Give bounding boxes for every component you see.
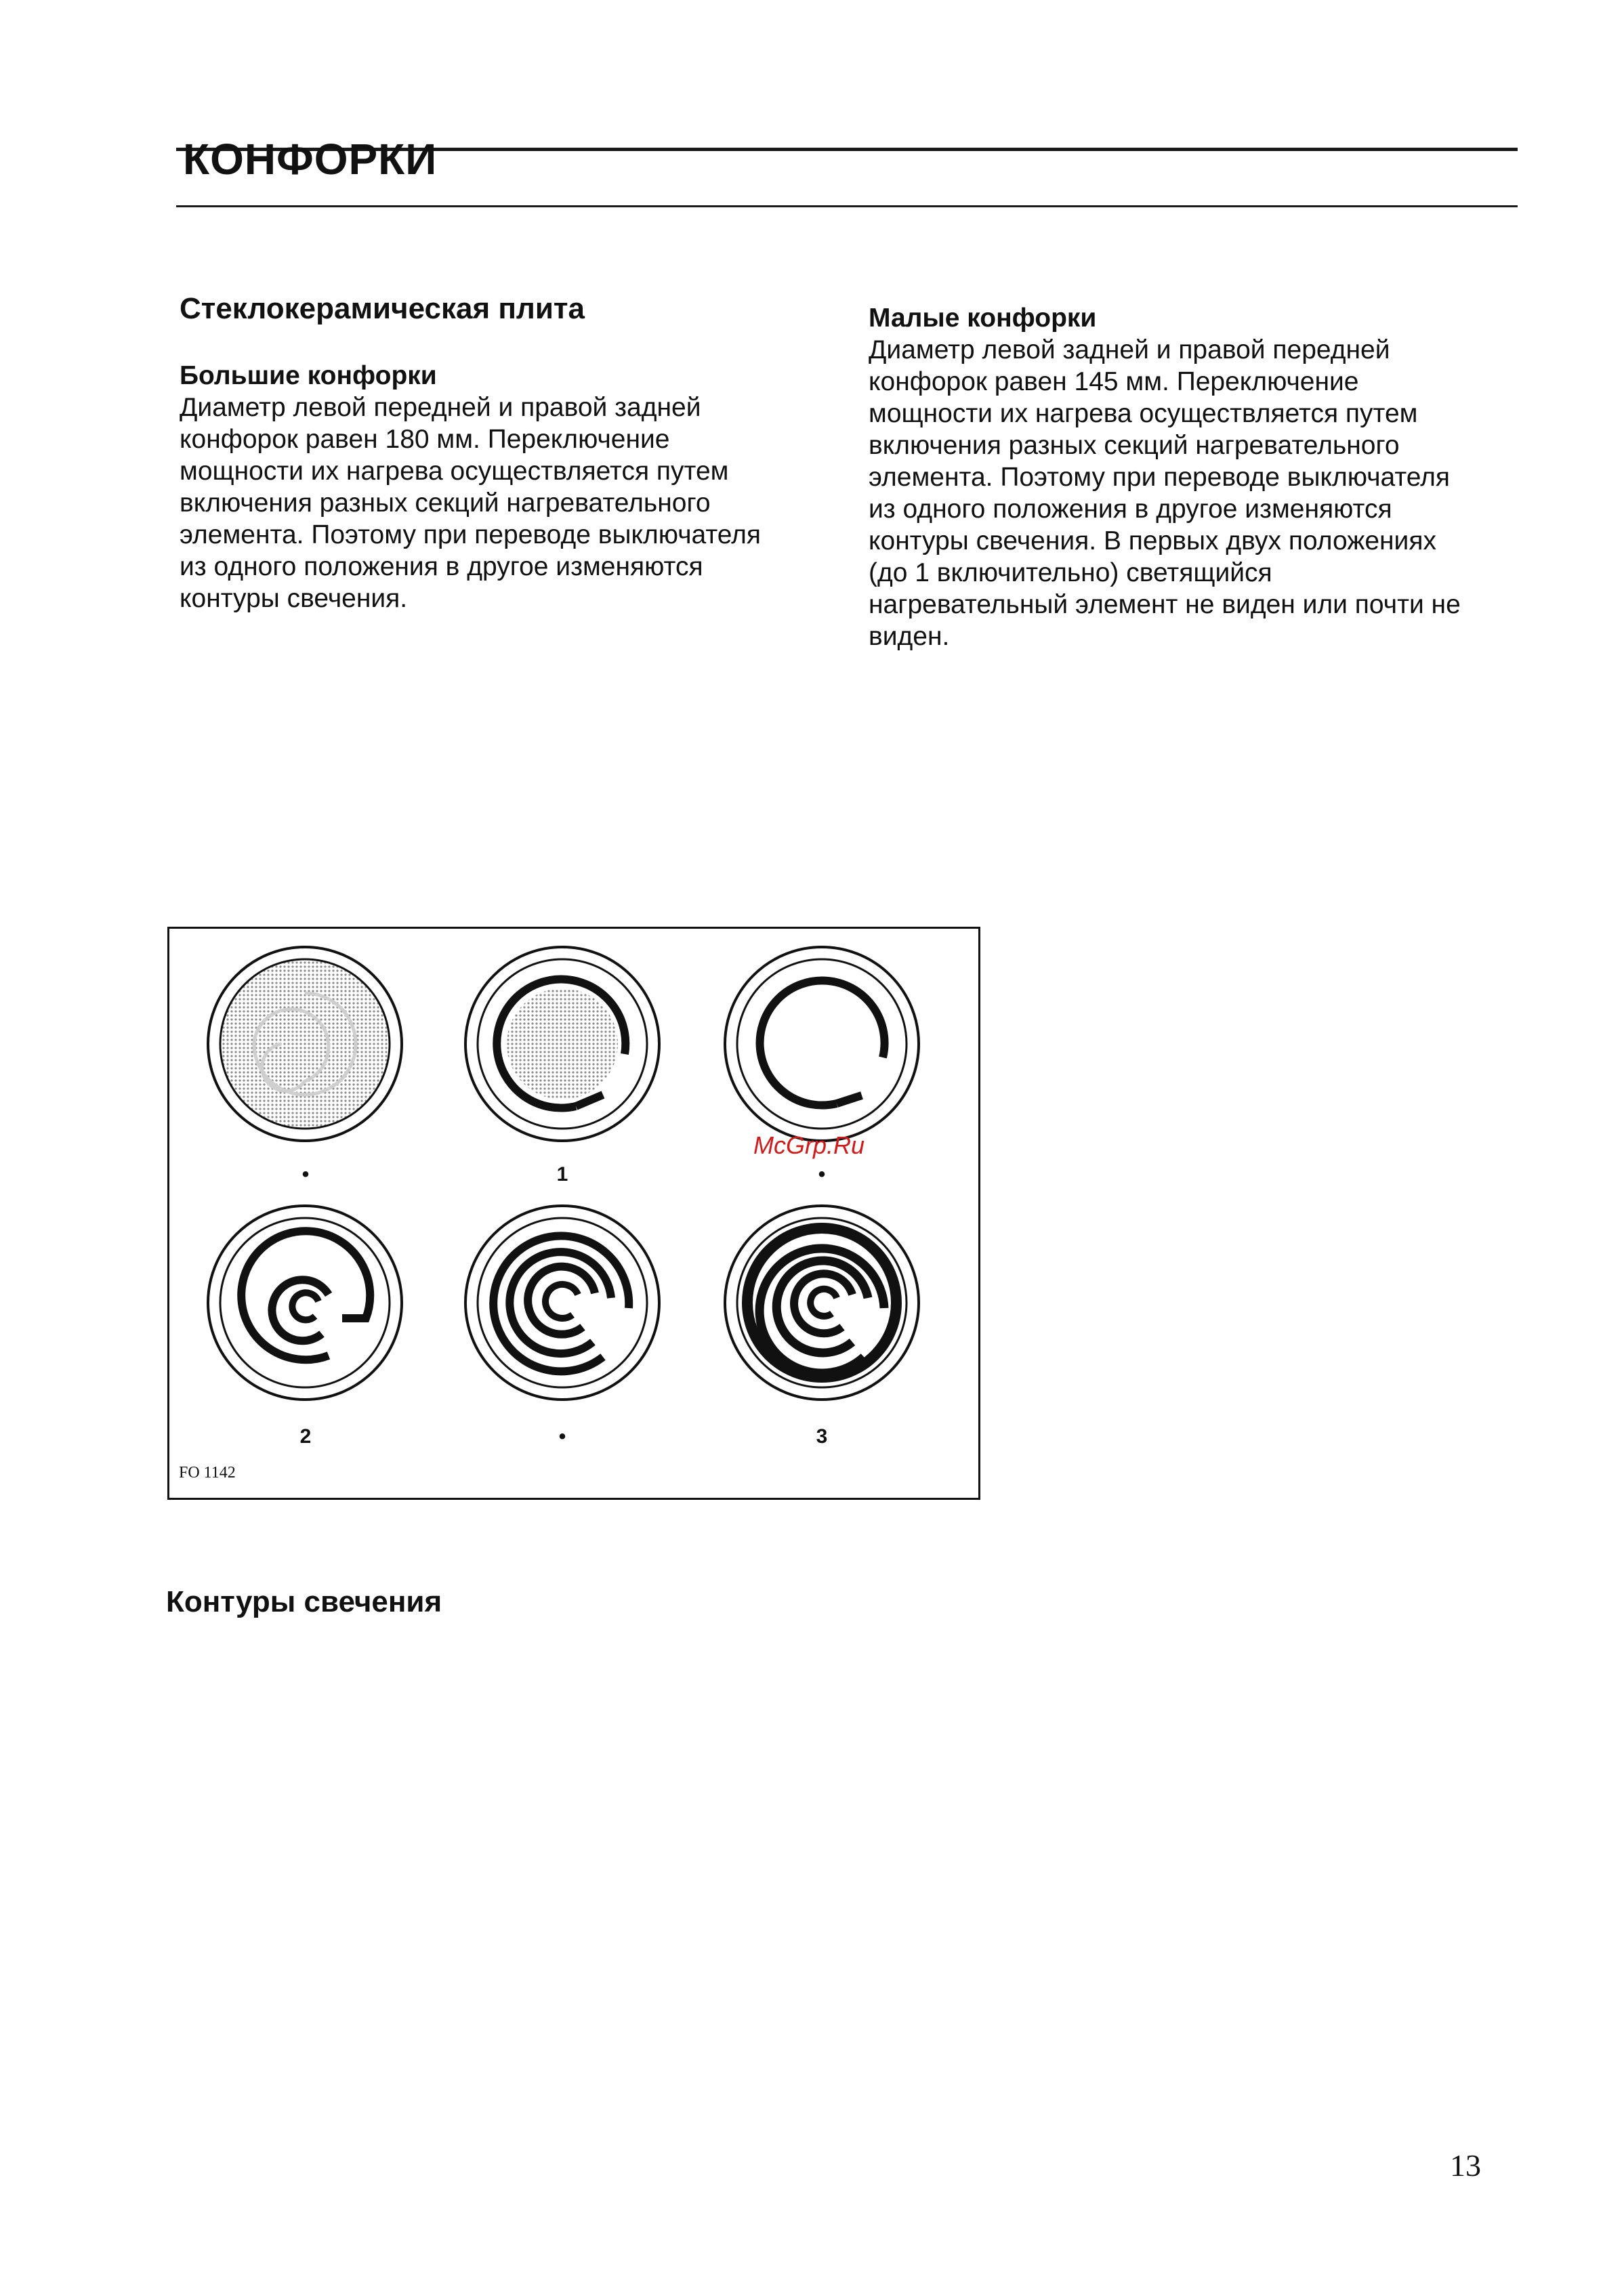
left-column: [180, 291, 857, 614]
burner-diagrams: [169, 929, 978, 1498]
position-label: 2: [299, 1425, 312, 1448]
position-label: •: [818, 1163, 826, 1186]
figure-caption: Контуры свечения: [166, 1585, 442, 1618]
watermark: McGrp.Ru: [753, 1131, 865, 1159]
burner-diagram-position-3: [725, 1206, 919, 1400]
large-burners-text: Диаметр левой передней и правой задней конфорок равен 180 мм. Переключение мощности их нагрева осуществляется путем включения разных секций нагревательного элемента. Поэтому при переводе выключателя из одного положения в другое изменяются контуры свечения.: [180, 392, 762, 613]
burner-diagram-position-2: [208, 1206, 402, 1400]
burner-diagram-outer-ring: [725, 947, 919, 1141]
position-label: •: [558, 1425, 566, 1448]
glow-contours-figure: [167, 927, 980, 1500]
section-title: Стеклокерамическая плита: [180, 292, 585, 325]
figure-code: FO 1142: [179, 1464, 236, 1482]
burner-diagram-position-1: [465, 947, 659, 1141]
right-column: [869, 302, 1505, 652]
burner-diagram-off: [208, 947, 402, 1141]
page-number: 13: [1450, 2148, 1481, 2183]
page-title: КОНФОРКИ: [183, 135, 438, 184]
small-burners-heading: Малые конфорки: [869, 303, 1097, 333]
position-label: 3: [816, 1425, 828, 1448]
large-burners-heading: Большие конфорки: [180, 360, 437, 390]
burner-diagram-multi-ring: [465, 1206, 659, 1400]
position-label: •: [301, 1163, 310, 1186]
small-burners-text: Диаметр левой задней и правой передней конфорок равен 145 мм. Переключение мощности их нагрева осуществляется путем включения разных секций нагревательного элемента. Поэтому при переводе выключателя из одного положения в другое изменяются контуры свечения. В первых двух положениях (до 1 включительно) светящийся нагревательный элемент не виден или почти не виден.: [869, 335, 1461, 651]
header-rule-bottom: [176, 205, 1518, 207]
position-label: 1: [556, 1163, 568, 1186]
